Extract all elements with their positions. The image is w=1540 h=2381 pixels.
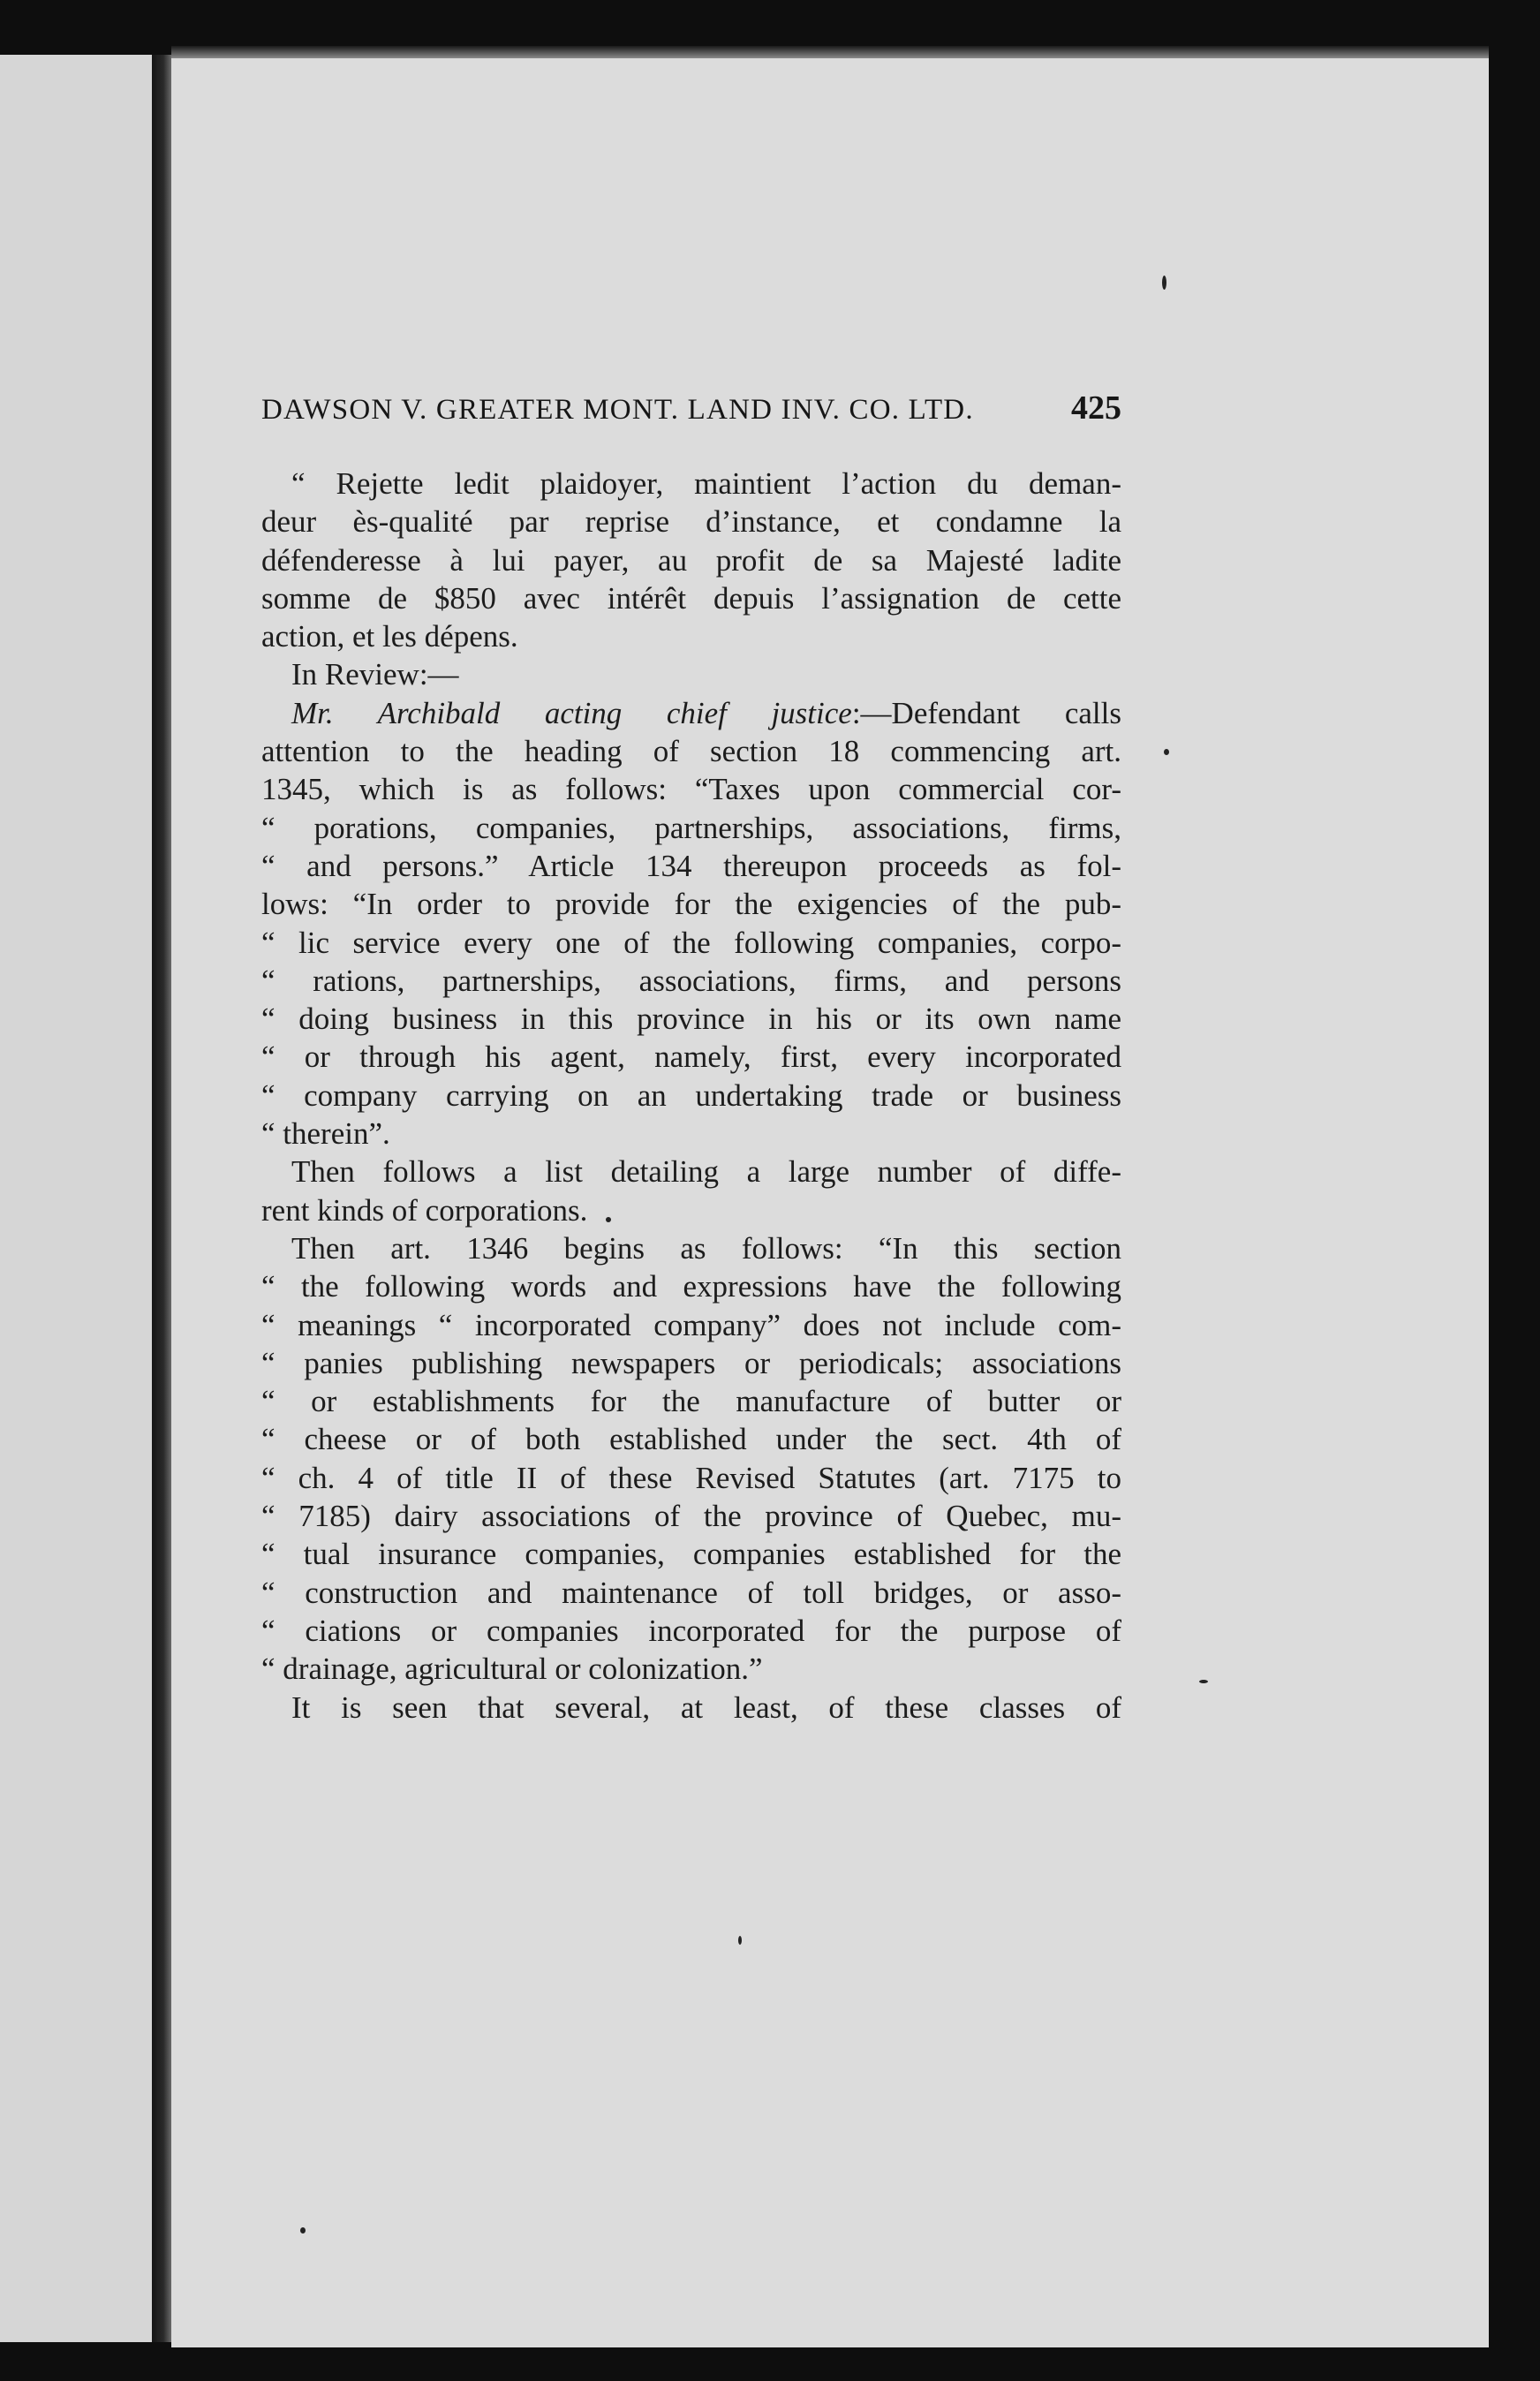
text-line-content: Then follows a list detailing a large number of diffe- [291, 1154, 1121, 1190]
judge-name: Mr. Archibald acting chief justice [291, 695, 852, 730]
text-line-content: défenderesse à lui payer, au profit de sa Majesté ladite [261, 542, 1121, 578]
text-line [261, 1306, 1121, 1344]
text-line [261, 1038, 1121, 1076]
text-line [261, 1229, 1121, 1267]
book-binding-shadow [152, 55, 171, 2342]
running-head-title: DAWSON V. GREATER MONT. LAND INV. CO. LTD. [261, 394, 974, 426]
text-line-content: “ cheese or of both established under the sect. 4th of [261, 1422, 1121, 1457]
text-line-content: It is seen that several, at least, of these classes of [291, 1689, 1121, 1725]
text-line [261, 1191, 1121, 1229]
text-line [261, 1344, 1121, 1382]
text-line [261, 541, 1121, 579]
text-line [261, 694, 1121, 732]
text-line-content: somme de $850 avec intérêt depuis l’assignation de cette [261, 580, 1121, 616]
text-line-content: rent kinds of corporations. [261, 1192, 588, 1228]
text-line-content: “ the following words and expressions have the following [261, 1269, 1121, 1304]
text-line-content: “ ciations or companies incorporated for the purpose of [261, 1613, 1121, 1648]
print-speck [1199, 1680, 1208, 1683]
text-line-content: “ or establishments for the manufacture of butter or [261, 1384, 1121, 1419]
text-line-content: “ porations, companies, partnerships, associations, firms, [261, 810, 1121, 845]
text-line [261, 770, 1121, 808]
text-line-content: “ doing business in this province in his or its own name [261, 1002, 1121, 1037]
text-line-content: “ ch. 4 of title II of these Revised Statutes (art. 7175 to [261, 1460, 1121, 1495]
text-line [261, 732, 1121, 770]
text-line [261, 1420, 1121, 1458]
text-line-content: “ and persons.” Article 134 thereupon proceeds as fol- [261, 848, 1121, 883]
text-line [261, 503, 1121, 540]
text-line [261, 885, 1121, 923]
text-line-content: lows: “In order to provide for the exigencies of the pub- [261, 887, 1121, 922]
text-line-content: deur ès-qualité par reprise d’instance, et condamne la [261, 504, 1121, 540]
text-line [261, 579, 1121, 617]
text-line-content: “ tual insurance companies, companies established for the [261, 1537, 1121, 1572]
text-line-content: “ therein”. [261, 1116, 390, 1152]
running-head [261, 389, 1121, 435]
text-line [261, 617, 1121, 655]
text-line [261, 1574, 1121, 1612]
text-line [261, 1689, 1121, 1727]
text-line-content: “ Rejette ledit plaidoyer, maintient l’action du deman- [291, 466, 1121, 501]
text-line [261, 1077, 1121, 1115]
text-line-content: “ company carrying on an undertaking trade or business [261, 1077, 1121, 1113]
text-line [261, 1497, 1121, 1535]
text-line-content: Then art. 1346 begins as follows: “In this section [291, 1230, 1121, 1266]
page-number: 425 [1071, 389, 1121, 427]
text-line-content: “ drainage, agricultural or colonization.” [261, 1652, 763, 1687]
print-speck [1162, 276, 1166, 290]
text-line-content: “ meanings “ incorporated company” does not include com- [261, 1307, 1121, 1342]
facing-page-edge [0, 55, 152, 2342]
text-line [261, 847, 1121, 885]
text-line-content: “ or through his agent, namely, first, every incorporated [261, 1039, 1121, 1075]
text-line [261, 1267, 1121, 1305]
text-line-content: action, et les dépens. [261, 619, 518, 654]
text-line-content: attention to the heading of section 18 commencing art. [261, 734, 1121, 769]
text-line [261, 809, 1121, 847]
text-line-content: 1345, which is as follows: “Taxes upon commercial cor- [261, 772, 1121, 807]
text-line-content: :—Defendant calls [851, 695, 1121, 730]
text-line-content: “ lic service every one of the following companies, corpo- [261, 925, 1121, 960]
text-line-content: “ 7185) dairy associations of the province of Quebec, mu- [261, 1499, 1121, 1534]
text-line-content: “ rations, partnerships, associations, firms, and persons [261, 963, 1121, 998]
text-line [261, 924, 1121, 962]
text-line [261, 465, 1121, 503]
text-line-content: “ panies publishing newspapers or periodicals; associations [261, 1345, 1121, 1380]
text-line [261, 1459, 1121, 1497]
print-speck [1164, 749, 1169, 755]
text-line-content: “ construction and maintenance of toll bridges, or asso- [261, 1575, 1121, 1610]
text-line [261, 1650, 1121, 1688]
text-line-content: In Review:— [291, 657, 459, 692]
text-line [261, 1535, 1121, 1573]
text-line [261, 1382, 1121, 1420]
body-text [261, 465, 1121, 1727]
page-top-edge [171, 46, 1489, 58]
text-line [261, 1000, 1121, 1038]
text-line [261, 1153, 1121, 1190]
text-line [261, 962, 1121, 1000]
text-line [261, 1612, 1121, 1650]
text-line [261, 655, 1121, 693]
print-speck [738, 1936, 742, 1945]
text-line [261, 1115, 1121, 1153]
print-speck [300, 2227, 306, 2234]
